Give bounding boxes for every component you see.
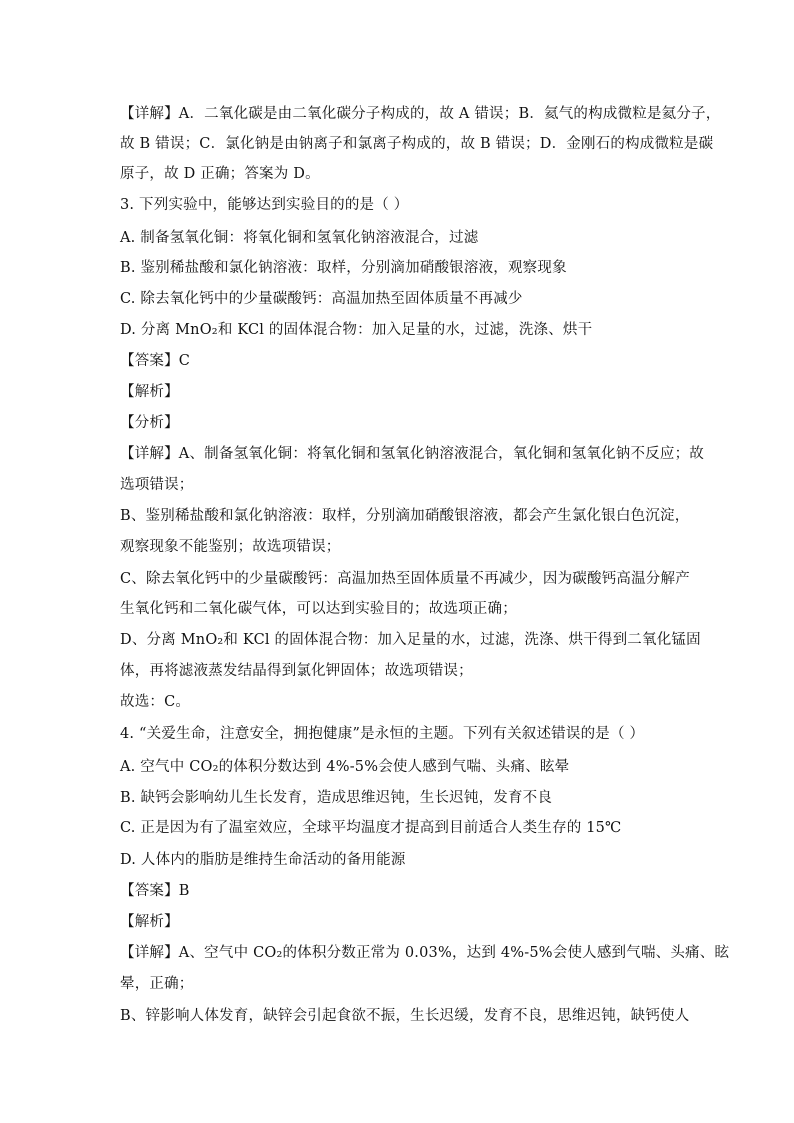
question-4-stem: 4. “关爱生命，注意安全，拥抱健康”是永恒的主题。下列有关叙述错误的是（ ） xyxy=(120,726,645,742)
answer-label: 【答案】C xyxy=(120,353,191,369)
option-b: B. 鉴别稀盐酸和氯化钠溶液：取样，分别滴加硝酸银溶液，观察现象 xyxy=(120,260,567,276)
option-c: C. 除去氧化钙中的少量碳酸钙：高温加热至固体质量不再减少 xyxy=(120,291,523,307)
option-c: C. 正是因为有了温室效应，全球平均温度才提高到目前适合人类生存的 15℃ xyxy=(120,820,622,836)
text-line: 【详解】A、制备氢氧化铜：将氧化铜和氢氧化钠溶液混合，氧化铜和氢氧化钠不反应；故 xyxy=(120,446,704,462)
text-line: C、除去氧化钙中的少量碳酸钙：高温加热至固体质量不再减少，因为碳酸钙高温分解产 xyxy=(120,571,690,587)
analysis-label: 【解析】 xyxy=(120,914,179,930)
text-line: 体，再将滤液蒸发结晶得到氯化钾固体；故选项错误； xyxy=(120,663,473,679)
analysis-sub-label: 【分析】 xyxy=(120,415,179,431)
text-line: B、鉴别稀盐酸和氯化钠溶液：取样，分别滴加硝酸银溶液，都会产生氯化银白色沉淀， xyxy=(120,508,690,524)
option-a: A. 制备氢氧化铜：将氧化铜和氢氧化钠溶液混合，过滤 xyxy=(120,230,479,246)
answer-label: 【答案】B xyxy=(120,883,190,899)
text-line: D、分离 MnO₂和 KCl 的固体混合物：加入足量的水，过滤，洗涤、烘干得到二氧化锰固 xyxy=(120,632,701,648)
question-3-stem: 3. 下列实验中，能够达到实验目的的是（ ） xyxy=(120,197,409,213)
option-d: D. 分离 MnO₂和 KCl 的固体混合物：加入足量的水，过滤，洗涤、烘干 xyxy=(120,322,593,338)
text-line: 故 B 错误；C．氯化钠是由钠离子和氯离子构成的，故 B 错误；D．金刚石的构成微粒是碳 xyxy=(120,136,714,152)
text-line: 选项错误； xyxy=(120,477,194,493)
text-line: 故选：C。 xyxy=(120,694,191,710)
option-d: D. 人体内的脂肪是维持生命活动的备用能源 xyxy=(120,852,406,868)
option-a: A. 空气中 CO₂的体积分数达到 4%-5%会使人感到气喘、头痛、眩晕 xyxy=(120,759,570,775)
text-line: 【详解】A、空气中 CO₂的体积分数正常为 0.03%，达到 4%-5%会使人感到气喘、头痛、眩 xyxy=(120,945,730,961)
text-line: 【详解】A．二氧化碳是由二氧化碳分子构成的，故 A 错误；B．氦气的构成微粒是氦分子， xyxy=(120,106,721,122)
option-b: B. 缺钙会影响幼儿生长发育，造成思维迟钝，生长迟钝，发育不良 xyxy=(120,790,553,806)
analysis-label: 【解析】 xyxy=(120,384,179,400)
text-line: 生氧化钙和二氧化碳气体，可以达到实验目的；故选项正确； xyxy=(120,601,517,617)
text-line: 观察现象不能鉴别；故选项错误； xyxy=(120,539,341,555)
text-line: 晕，正确； xyxy=(120,976,194,992)
text-line: 原子，故 D 正确；答案为 D。 xyxy=(120,166,320,182)
text-line: B、锌影响人体发育，缺锌会引起食欲不振，生长迟缓，发育不良，思维迟钝，缺钙使人 xyxy=(120,1008,690,1024)
